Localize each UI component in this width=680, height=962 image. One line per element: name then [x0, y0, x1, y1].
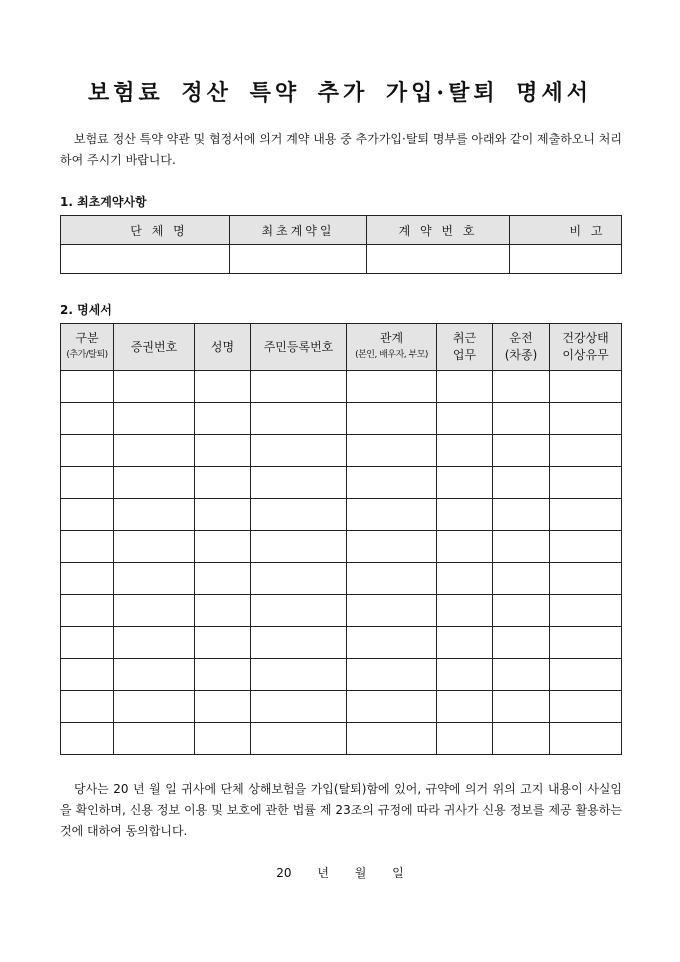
table-cell[interactable] — [437, 371, 493, 403]
table-cell[interactable] — [61, 723, 114, 755]
header-category — [61, 324, 114, 371]
table-cell[interactable] — [251, 723, 347, 755]
table-row — [61, 595, 622, 627]
table-cell[interactable] — [347, 659, 437, 691]
table-cell[interactable] — [347, 723, 437, 755]
table-cell[interactable] — [550, 371, 622, 403]
header-relationship — [347, 324, 437, 371]
table-cell[interactable] — [437, 403, 493, 435]
table-cell[interactable] — [61, 563, 114, 595]
header-name — [195, 324, 251, 371]
table-cell[interactable] — [347, 531, 437, 563]
table-cell[interactable] — [550, 563, 622, 595]
consent-paragraph: 당사는 20 년 월 일 귀사에 단체 상해보험을 가입(탈퇴)함에 있어, 규약에 의거 위의 고지 내용이 사실임을 확인하며, 신용 정보 이용 및 보호에 관한 법률 제 23조의 규정에 따라 귀사가 신용 정보를 제공 활용하는 것에 대하여 동의합니다. — [60, 782, 622, 838]
header-category-sub: (추가/탈퇴) — [66, 350, 108, 360]
table-cell[interactable] — [550, 467, 622, 499]
header-driving — [493, 324, 550, 371]
table-cell[interactable] — [347, 627, 437, 659]
table-cell[interactable] — [61, 371, 114, 403]
table-cell[interactable] — [114, 659, 195, 691]
header-relationship-sub: (본인, 배우자, 부모) — [355, 350, 428, 360]
table-cell[interactable] — [61, 627, 114, 659]
table-cell[interactable] — [195, 435, 251, 467]
table-cell[interactable] — [493, 595, 550, 627]
detail-statement-table — [60, 323, 622, 755]
header-remarks: 비 고 — [510, 216, 622, 245]
table-row — [61, 499, 622, 531]
table-cell[interactable] — [493, 627, 550, 659]
table-cell[interactable] — [437, 627, 493, 659]
table-cell[interactable] — [251, 691, 347, 723]
table-cell[interactable] — [114, 435, 195, 467]
table-cell[interactable] — [437, 467, 493, 499]
section2-heading: 2. 명세서 — [60, 303, 112, 317]
table-cell[interactable] — [347, 691, 437, 723]
remarks-cell[interactable] — [510, 245, 622, 274]
header-resident-number-label: 주민등록번호 — [263, 339, 334, 354]
table-cell[interactable] — [195, 691, 251, 723]
table-cell[interactable] — [550, 499, 622, 531]
table-cell[interactable] — [195, 499, 251, 531]
table-cell[interactable] — [347, 563, 437, 595]
table-cell[interactable] — [195, 531, 251, 563]
table-cell[interactable] — [195, 659, 251, 691]
detail-header-row — [61, 324, 622, 371]
table-cell[interactable] — [114, 531, 195, 563]
header-policy-number — [114, 324, 195, 371]
initial-contract-table — [60, 215, 622, 274]
header-resident-number — [251, 324, 347, 371]
table-cell[interactable] — [114, 563, 195, 595]
table-row — [61, 403, 622, 435]
table-cell[interactable] — [251, 627, 347, 659]
header-job-label: 취근 — [452, 331, 477, 345]
section1-heading: 1. 최초계약사항 — [60, 195, 147, 209]
header-name-label: 성명 — [210, 339, 235, 354]
table-cell[interactable] — [114, 499, 195, 531]
table-cell[interactable] — [251, 371, 347, 403]
table-cell[interactable] — [493, 659, 550, 691]
initial-contract-header-row — [61, 216, 622, 245]
table-cell[interactable] — [493, 723, 550, 755]
table-cell[interactable] — [251, 435, 347, 467]
table-cell[interactable] — [550, 531, 622, 563]
table-cell[interactable] — [550, 627, 622, 659]
group-name-cell[interactable] — [61, 245, 230, 274]
table-cell[interactable] — [493, 403, 550, 435]
header-job — [437, 324, 493, 371]
table-cell[interactable] — [437, 691, 493, 723]
table-cell[interactable] — [550, 723, 622, 755]
table-cell[interactable] — [251, 499, 347, 531]
table-cell[interactable] — [437, 435, 493, 467]
table-cell[interactable] — [251, 531, 347, 563]
table-cell[interactable] — [61, 531, 114, 563]
header-job-sub: 업무 — [452, 348, 477, 362]
table-cell[interactable] — [114, 723, 195, 755]
table-cell[interactable] — [437, 723, 493, 755]
table-cell[interactable] — [550, 659, 622, 691]
table-cell[interactable] — [251, 659, 347, 691]
table-cell[interactable] — [437, 499, 493, 531]
intro-paragraph: 보험료 정산 특약 약관 및 협정서에 의거 계약 내용 중 추가가입·탈퇴 명부를 아래와 같이 제출하오니 처리하여 주시기 바랍니다. — [60, 132, 622, 167]
document-title: 보험료 정산 특약 추가 가입·탈퇴 명세서 — [88, 80, 592, 106]
table-cell[interactable] — [493, 531, 550, 563]
header-contract-number: 계 약 번 호 — [367, 216, 510, 245]
header-driving-label: 운전 — [509, 331, 533, 345]
table-cell[interactable] — [493, 467, 550, 499]
table-cell[interactable] — [251, 403, 347, 435]
table-cell[interactable] — [114, 403, 195, 435]
header-health-sub: 이상유무 — [562, 348, 609, 362]
table-cell[interactable] — [437, 531, 493, 563]
table-cell[interactable] — [493, 435, 550, 467]
header-category-label: 구분 — [75, 331, 99, 345]
header-policy-number-label: 증권번호 — [130, 339, 178, 354]
header-relationship-label: 관계 — [379, 331, 404, 345]
table-cell[interactable] — [437, 659, 493, 691]
table-cell[interactable] — [251, 563, 347, 595]
table-cell[interactable] — [61, 435, 114, 467]
table-cell[interactable] — [61, 691, 114, 723]
table-cell[interactable] — [347, 467, 437, 499]
table-cell[interactable] — [493, 371, 550, 403]
table-cell[interactable] — [61, 467, 114, 499]
table-row — [61, 723, 622, 755]
table-cell[interactable] — [114, 371, 195, 403]
table-cell[interactable] — [61, 659, 114, 691]
table-cell[interactable] — [347, 595, 437, 627]
table-row — [61, 659, 622, 691]
table-cell[interactable] — [550, 691, 622, 723]
table-cell[interactable] — [61, 499, 114, 531]
table-cell[interactable] — [114, 691, 195, 723]
table-cell[interactable] — [114, 467, 195, 499]
table-cell[interactable] — [114, 627, 195, 659]
table-cell[interactable] — [550, 403, 622, 435]
table-cell[interactable] — [347, 499, 437, 531]
table-row — [61, 691, 622, 723]
table-row — [61, 531, 622, 563]
header-health-label: 건강상태 — [562, 331, 609, 345]
table-cell[interactable] — [195, 723, 251, 755]
table-cell[interactable] — [195, 595, 251, 627]
table-cell[interactable] — [61, 403, 114, 435]
table-cell[interactable] — [251, 595, 347, 627]
table-cell[interactable] — [195, 371, 251, 403]
table-cell[interactable] — [195, 563, 251, 595]
table-cell[interactable] — [437, 595, 493, 627]
initial-contract-date-cell[interactable] — [230, 245, 367, 274]
table-cell[interactable] — [550, 435, 622, 467]
header-group-name: 단 체 명 — [61, 216, 230, 245]
contract-number-cell[interactable] — [367, 245, 510, 274]
table-cell[interactable] — [437, 563, 493, 595]
table-cell[interactable] — [195, 627, 251, 659]
table-cell[interactable] — [493, 563, 550, 595]
table-row — [61, 435, 622, 467]
detail-table-body — [61, 371, 622, 755]
table-cell[interactable] — [61, 595, 114, 627]
table-cell[interactable] — [347, 371, 437, 403]
table-cell[interactable] — [195, 467, 251, 499]
header-health — [550, 324, 622, 371]
table-row — [61, 563, 622, 595]
table-cell[interactable] — [347, 435, 437, 467]
table-cell[interactable] — [195, 403, 251, 435]
table-cell[interactable] — [347, 403, 437, 435]
table-row — [61, 467, 622, 499]
table-cell[interactable] — [550, 595, 622, 627]
date-line: 20 년 월 일 — [276, 866, 404, 880]
header-initial-contract-date: 최초계약일 — [230, 216, 367, 245]
table-row — [61, 627, 622, 659]
initial-contract-data-row — [61, 245, 622, 274]
table-cell[interactable] — [251, 467, 347, 499]
table-cell[interactable] — [114, 595, 195, 627]
table-row — [61, 371, 622, 403]
table-cell[interactable] — [493, 499, 550, 531]
header-driving-sub: (차종) — [504, 348, 538, 362]
table-cell[interactable] — [493, 691, 550, 723]
